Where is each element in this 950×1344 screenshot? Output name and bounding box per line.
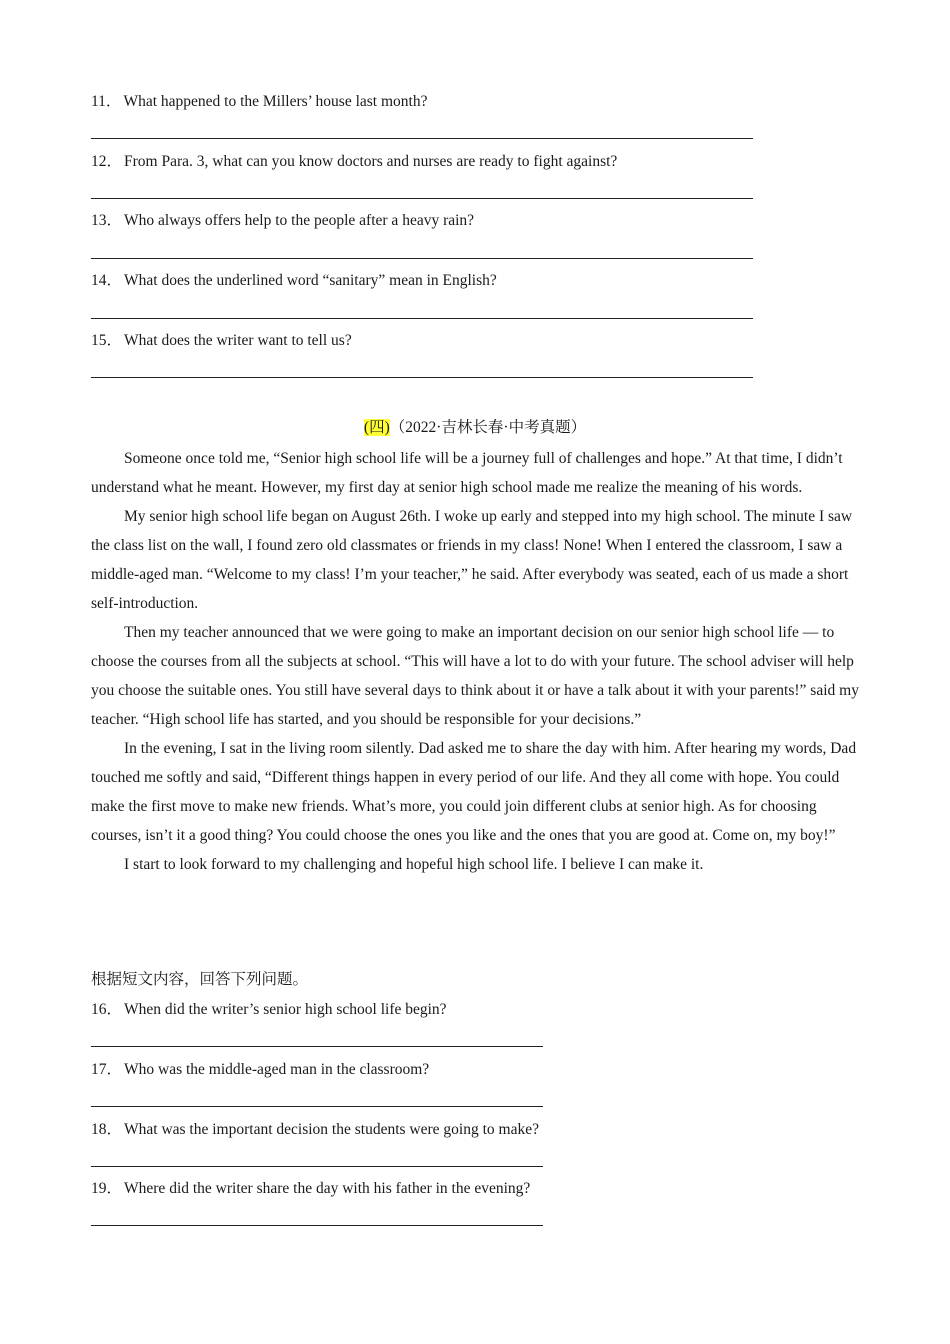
passage-paragraph-3: Then my teacher announced that we were going to make an important decision on our senior high school life — to choose the courses from all the subjects at school. “This will have a lot to do with your future. The school adviser will help you choose the suitable ones. You still have several days to think about it or have a talk about it with your parents!” said my teacher. “High school life has started, and you should be responsible for your decisions.” bbox=[91, 624, 859, 728]
answer-line-12[interactable] bbox=[91, 198, 753, 199]
question-17: 17． Who was the middle-aged man in the classroom? bbox=[91, 1061, 430, 1078]
passage-paragraph-2: My senior high school life began on August 26th. I woke up early and stepped into my high school. The minute I saw the class list on the wall, I found zero old classmates or friends in my class! None! When I entered the classroom, I saw a middle-aged man. “Welcome to my class! I’m your teacher,” he said. After everybody was seated, each of us made a short self-introduction. bbox=[91, 508, 853, 612]
answer-line-11[interactable] bbox=[91, 138, 753, 139]
answer-line-17[interactable] bbox=[91, 1106, 543, 1107]
reading-passage bbox=[91, 444, 859, 879]
answer-line-16[interactable] bbox=[91, 1046, 543, 1047]
question-12: 12． From Para. 3, what can you know doctors and nurses are ready to fight against? bbox=[91, 153, 618, 170]
section-heading bbox=[91, 418, 859, 438]
passage-paragraph-1: Someone once told me, “Senior high school life will be a journey full of challenges and hope.” At that time, I didn’t understand what he meant. However, my first day at senior high school made me realize the meaning of his words. bbox=[91, 450, 843, 496]
question-19: 19． Where did the writer share the day with his father in the evening? bbox=[91, 1180, 531, 1197]
instruction-text: 根据短文内容，回答下列问题。 bbox=[91, 971, 309, 988]
passage-paragraph-4: In the evening, I sat in the living room silently. Dad asked me to share the day with him. After hearing my words, Dad touched me softly and said, “Different things happen in every period of our life. And they all come with hope. You could make the first move to make new friends. What’s more, you could join different clubs at senior high. As for choosing courses, isn’t it a good thing? You could choose the ones you like and the ones that you are good at. Come on, my boy!” bbox=[91, 740, 857, 844]
question-14: 14． What does the underlined word “sanitary” mean in English? bbox=[91, 272, 497, 289]
answer-line-18[interactable] bbox=[91, 1166, 543, 1167]
question-13: 13． Who always offers help to the people after a heavy rain? bbox=[91, 212, 475, 229]
section-source: （2022·吉林长春·中考真题） bbox=[389, 419, 587, 436]
passage-paragraph-5: I start to look forward to my challenging and hopeful high school life. I believe I can make it. bbox=[124, 856, 704, 873]
question-16: 16． When did the writer’s senior high school life begin? bbox=[91, 1001, 447, 1018]
section-label: (四) bbox=[363, 419, 390, 436]
answer-line-15[interactable] bbox=[91, 377, 753, 378]
answer-line-19[interactable] bbox=[91, 1225, 543, 1226]
question-18: 18． What was the important decision the students were going to make? bbox=[91, 1121, 539, 1138]
answer-line-14[interactable] bbox=[91, 318, 753, 319]
question-11: 11． What happened to the Millers’ house last month? bbox=[91, 93, 428, 110]
answer-line-13[interactable] bbox=[91, 258, 753, 259]
question-15: 15． What does the writer want to tell us? bbox=[91, 332, 352, 349]
